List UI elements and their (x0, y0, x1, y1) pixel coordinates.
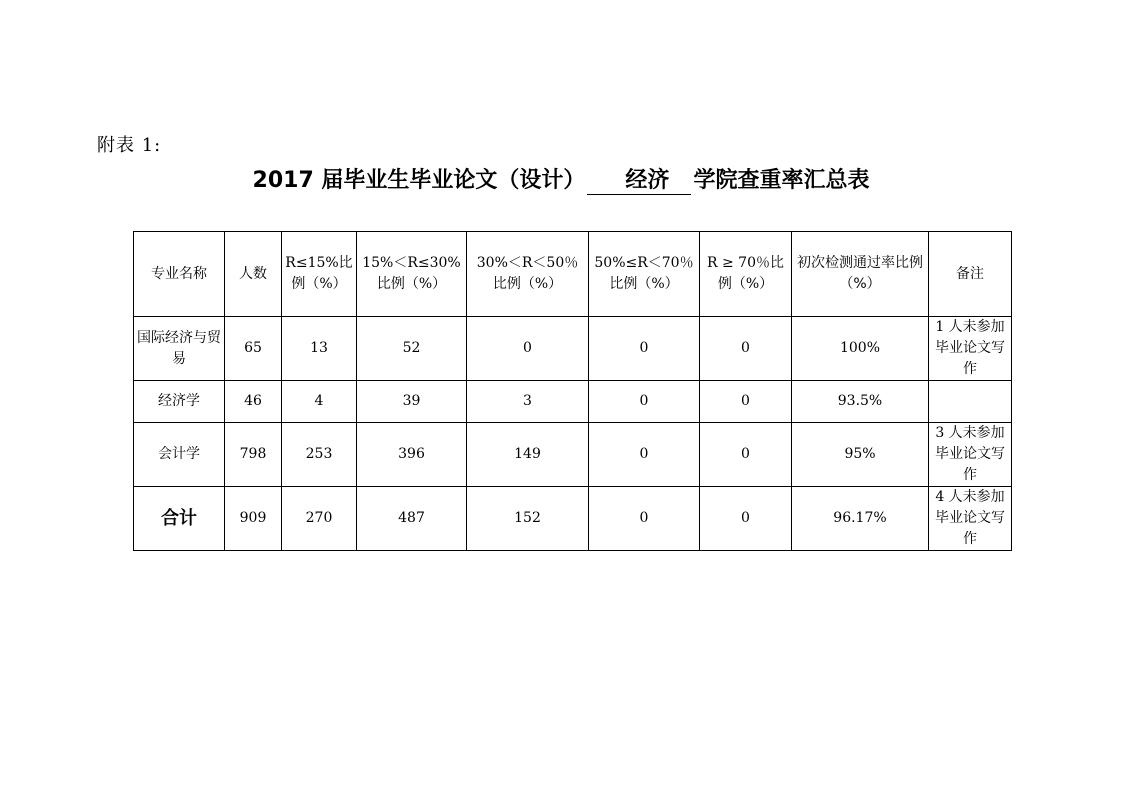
title-suffix: 学院查重率汇总表 (693, 168, 870, 193)
remark-cell: 1 人未参加毕业论文写作 (929, 317, 1012, 381)
table-cell: 0 (700, 423, 792, 487)
table-cell: 270 (282, 487, 357, 551)
header-cell: 备注 (929, 232, 1012, 317)
table-row (134, 423, 1012, 487)
table-row (134, 381, 1012, 423)
header-cell: 15%＜R≤30%比例（%） (357, 232, 467, 317)
total-label-cell: 合计 (134, 487, 225, 551)
header-cell: 初次检测通过率比例（%） (792, 232, 929, 317)
header-cell: 人数 (225, 232, 282, 317)
remark-cell (929, 381, 1012, 423)
header-cell: R≤15%比例（%） (282, 232, 357, 317)
title-college-blank: 经济 (587, 168, 691, 195)
major-name-cell: 经济学 (134, 381, 225, 423)
header-cell: 专业名称 (134, 232, 225, 317)
table-cell: 0 (700, 381, 792, 423)
table-cell: 95% (792, 423, 929, 487)
table-cell: 96.17% (792, 487, 929, 551)
table-cell: 0 (589, 423, 700, 487)
table-cell: 65 (225, 317, 282, 381)
major-name-cell: 会计学 (134, 423, 225, 487)
remark-cell: 4 人未参加毕业论文写作 (929, 487, 1012, 551)
table-cell: 253 (282, 423, 357, 487)
table-cell: 46 (225, 381, 282, 423)
table-cell: 798 (225, 423, 282, 487)
document-title (0, 163, 1122, 195)
table-cell: 149 (467, 423, 589, 487)
table-cell: 0 (589, 317, 700, 381)
title-prefix: 2017 届毕业生毕业论文（设计） (252, 168, 586, 193)
remark-cell: 3 人未参加毕业论文写作 (929, 423, 1012, 487)
table-cell: 3 (467, 381, 589, 423)
plagiarism-summary-table (133, 231, 1012, 551)
table-header-row (134, 232, 1012, 317)
major-name-cell: 国际经济与贸易 (134, 317, 225, 381)
table-cell: 4 (282, 381, 357, 423)
table-cell: 52 (357, 317, 467, 381)
header-cell: R ≥ 70％比例（%） (700, 232, 792, 317)
table-total-row (134, 487, 1012, 551)
table-cell: 93.5% (792, 381, 929, 423)
table-cell: 909 (225, 487, 282, 551)
table-cell: 100% (792, 317, 929, 381)
table-cell: 0 (589, 381, 700, 423)
table-cell: 0 (467, 317, 589, 381)
header-cell: 30%＜R＜50％比例（%） (467, 232, 589, 317)
table-cell: 39 (357, 381, 467, 423)
table-cell: 0 (700, 487, 792, 551)
attachment-label: 附表 1: (97, 135, 162, 156)
header-cell: 50%≤R＜70％比例（%） (589, 232, 700, 317)
table-cell: 152 (467, 487, 589, 551)
table-cell: 0 (700, 317, 792, 381)
table-cell: 487 (357, 487, 467, 551)
table-cell: 396 (357, 423, 467, 487)
table-cell: 0 (589, 487, 700, 551)
table-row (134, 317, 1012, 381)
table-cell: 13 (282, 317, 357, 381)
